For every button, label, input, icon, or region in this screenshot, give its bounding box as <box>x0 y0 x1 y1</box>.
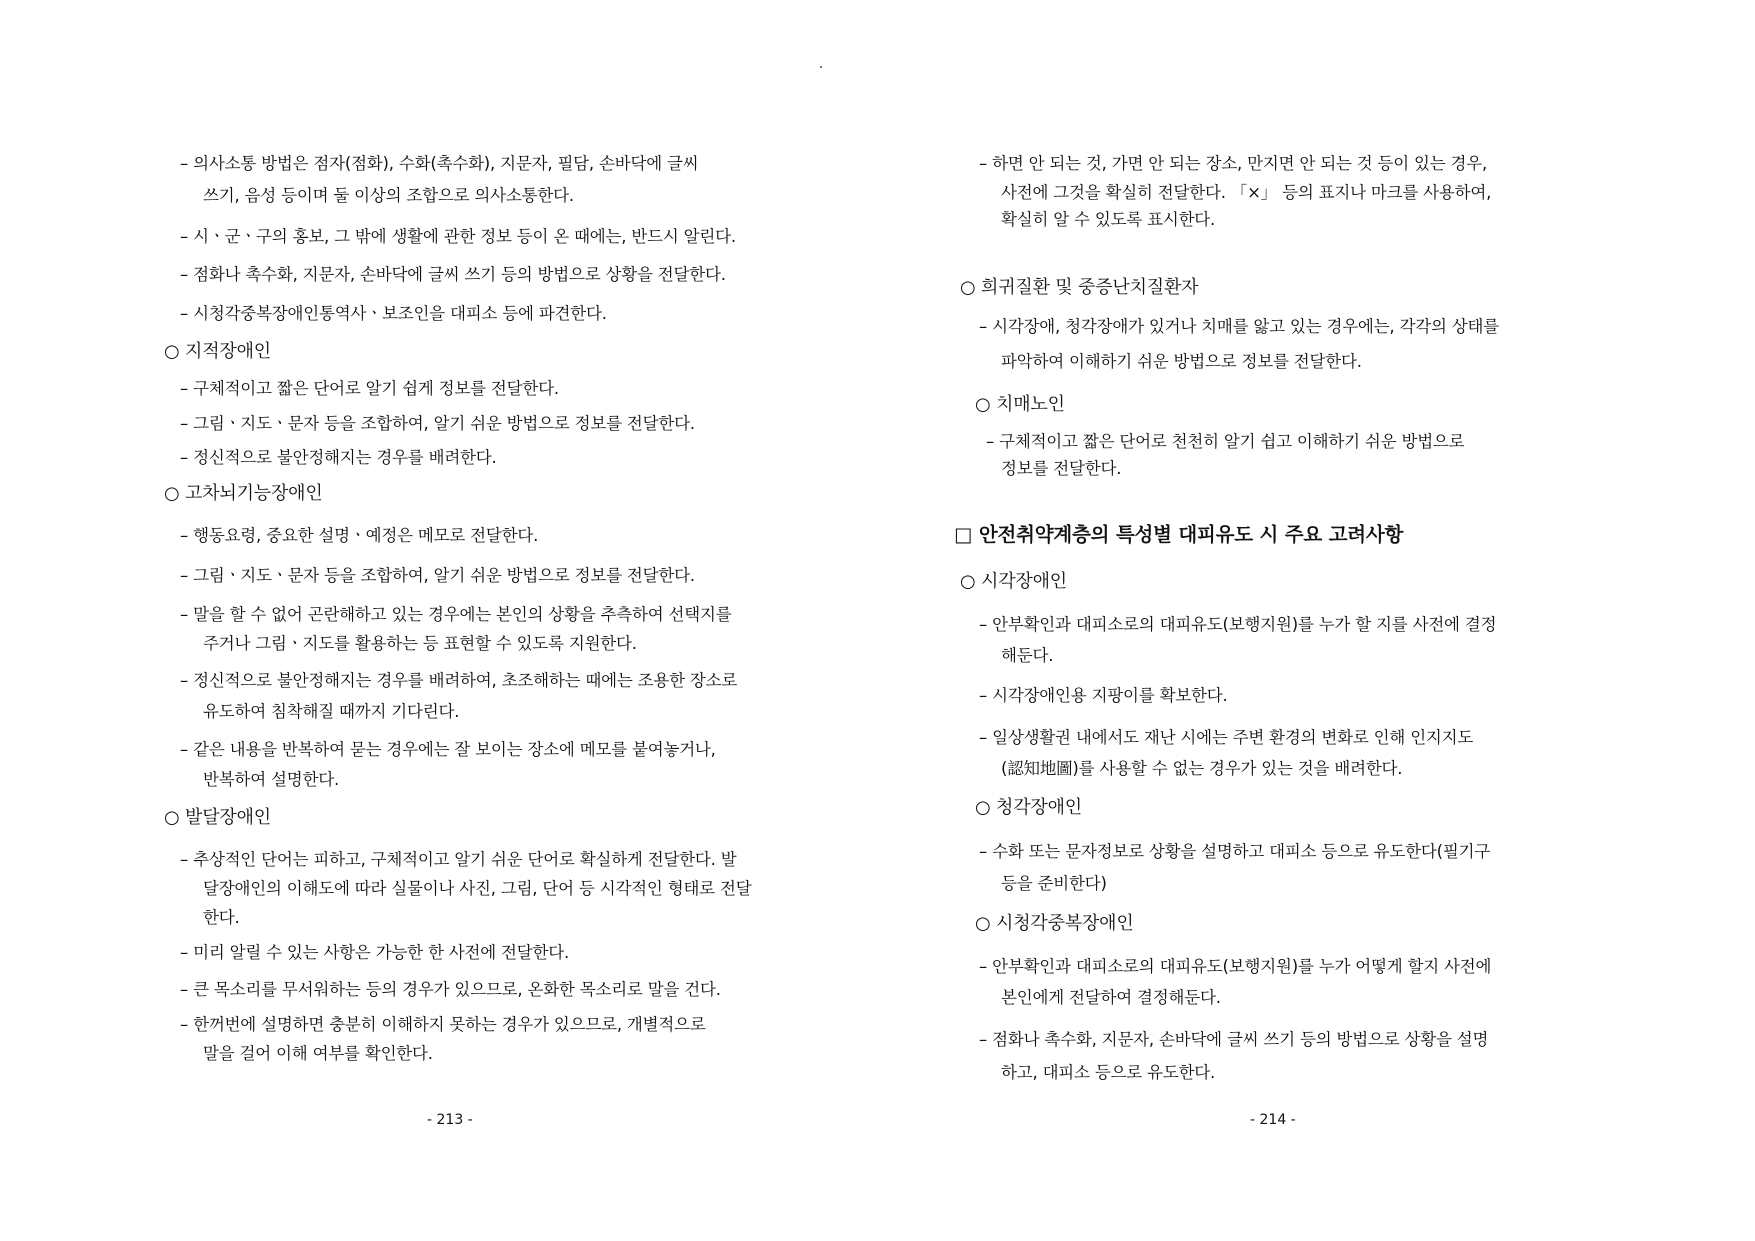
text-line: – 미리 알릴 수 있는 사항은 가능한 한 사전에 전달한다. <box>180 943 570 962</box>
page-214 <box>877 0 1755 1241</box>
text-line: – 수화 또는 문자정보로 상황을 설명하고 대피소 등으로 유도한다(필기구 <box>979 842 1491 861</box>
text-line: – 하면 안 되는 것, 가면 안 되는 장소, 만지면 안 되는 것 등이 있는 경우, <box>979 154 1488 173</box>
text-line: 본인에게 전달하여 결정해둔다. <box>1001 988 1221 1007</box>
text-line: 유도하여 침착해질 때까지 기다린다. <box>203 702 460 721</box>
text-line: – 한꺼번에 설명하면 충분히 이해하지 못하는 경우가 있으므로, 개별적으로 <box>180 1015 706 1034</box>
page-number: - 214 - <box>1250 1112 1296 1128</box>
text-line: – 일상생활권 내에서도 재난 시에는 주변 환경의 변화로 인해 인지지도 <box>979 728 1474 747</box>
subsection-heading: ○ 희귀질환 및 중증난치질환자 <box>960 277 1199 298</box>
text-line: – 같은 내용을 반복하여 묻는 경우에는 잘 보이는 장소에 메모를 붙여놓거나, <box>180 740 716 759</box>
text-line: – 점화나 촉수화, 지문자, 손바닥에 글씨 쓰기 등의 방법으로 상황을 설명 <box>979 1030 1489 1049</box>
text-line: 해둔다. <box>1001 646 1054 665</box>
text-line: 정보를 전달한다. <box>1001 459 1122 478</box>
subsection-heading: ○ 발달장애인 <box>164 807 271 828</box>
text-line: 주거나 그림ㆍ지도를 활용하는 등 표현할 수 있도록 지원한다. <box>203 634 637 653</box>
text-line: 달장애인의 이해도에 따라 실물이나 사진, 그림, 단어 등 시각적인 형태로 전달 <box>203 879 752 898</box>
subsection-heading: ○ 치매노인 <box>975 394 1065 415</box>
text-line: – 안부확인과 대피소로의 대피유도(보행지원)를 누가 어떻게 할지 사전에 <box>979 957 1492 976</box>
text-line: – 행동요령, 중요한 설명ㆍ예정은 메모로 전달한다. <box>180 526 539 545</box>
text-line: – 의사소통 방법은 점자(점화), 수화(촉수화), 지문자, 필담, 손바닥에 글씨 <box>180 154 699 173</box>
text-line: – 구체적이고 짧은 단어로 천천히 알기 쉽고 이해하기 쉬운 방법으로 <box>986 432 1465 451</box>
section-heading: □ 안전취약계층의 특성별 대피유도 시 주요 고려사항 <box>954 523 1404 546</box>
text-line: – 그림ㆍ지도ㆍ문자 등을 조합하여, 알기 쉬운 방법으로 정보를 전달한다. <box>180 566 695 585</box>
text-line: – 그림ㆍ지도ㆍ문자 등을 조합하여, 알기 쉬운 방법으로 정보를 전달한다. <box>180 414 695 433</box>
text-line: – 시각장애인용 지팡이를 확보한다. <box>979 686 1228 705</box>
page-number: - 213 - <box>427 1112 473 1128</box>
text-line: 말을 걸어 이해 여부를 확인한다. <box>203 1044 433 1063</box>
text-line: – 추상적인 단어는 피하고, 구체적이고 알기 쉬운 단어로 확실하게 전달한다. 발 <box>180 850 737 869</box>
text-line: – 큰 목소리를 무서워하는 등의 경우가 있으므로, 온화한 목소리로 말을 건다. <box>180 980 721 999</box>
text-line: – 구체적이고 짧은 단어로 알기 쉽게 정보를 전달한다. <box>180 379 559 398</box>
text-line: (認知地圖)를 사용할 수 없는 경우가 있는 것을 배려한다. <box>1001 759 1403 778</box>
subsection-heading: ○ 시청각중복장애인 <box>975 913 1134 934</box>
subsection-heading: ○ 고차뇌기능장애인 <box>164 483 323 504</box>
text-line: 확실히 알 수 있도록 표시한다. <box>1001 210 1216 229</box>
text-line: – 시청각중복장애인통역사ㆍ보조인을 대피소 등에 파견한다. <box>180 304 607 323</box>
page-213 <box>0 0 877 1241</box>
text-line: 하고, 대피소 등으로 유도한다. <box>1001 1063 1216 1082</box>
text-line: 사전에 그것을 확실히 전달한다. 「×」 등의 표지나 마크를 사용하여, <box>1001 183 1492 202</box>
text-line: 파악하여 이해하기 쉬운 방법으로 정보를 전달한다. <box>1001 352 1362 371</box>
subsection-heading: ○ 시각장애인 <box>960 571 1067 592</box>
text-line: – 시각장애, 청각장애가 있거나 치매를 앓고 있는 경우에는, 각각의 상태를 <box>979 317 1499 336</box>
subsection-heading: ○ 지적장애인 <box>164 341 271 362</box>
text-line: – 시ㆍ군ㆍ구의 홍보, 그 밖에 생활에 관한 정보 등이 온 때에는, 반드시 알린다. <box>180 227 736 246</box>
text-line: 한다. <box>203 908 240 927</box>
text-line: – 정신적으로 불안정해지는 경우를 배려하여, 초조해하는 때에는 조용한 장소로 <box>180 671 738 690</box>
text-line: – 정신적으로 불안정해지는 경우를 배려한다. <box>180 448 497 467</box>
text-line: – 말을 할 수 없어 곤란해하고 있는 경우에는 본인의 상황을 추측하여 선택지를 <box>180 605 732 624</box>
subsection-heading: ○ 청각장애인 <box>975 797 1082 818</box>
text-line: 쓰기, 음성 등이며 둘 이상의 조합으로 의사소통한다. <box>203 186 574 205</box>
text-line: 등을 준비한다) <box>1001 874 1107 893</box>
text-line: – 점화나 촉수화, 지문자, 손바닥에 글씨 쓰기 등의 방법으로 상황을 전달한다. <box>180 265 726 284</box>
text-line: – 안부확인과 대피소로의 대피유도(보행지원)를 누가 할 지를 사전에 결정 <box>979 615 1497 634</box>
text-line: 반복하여 설명한다. <box>203 770 340 789</box>
